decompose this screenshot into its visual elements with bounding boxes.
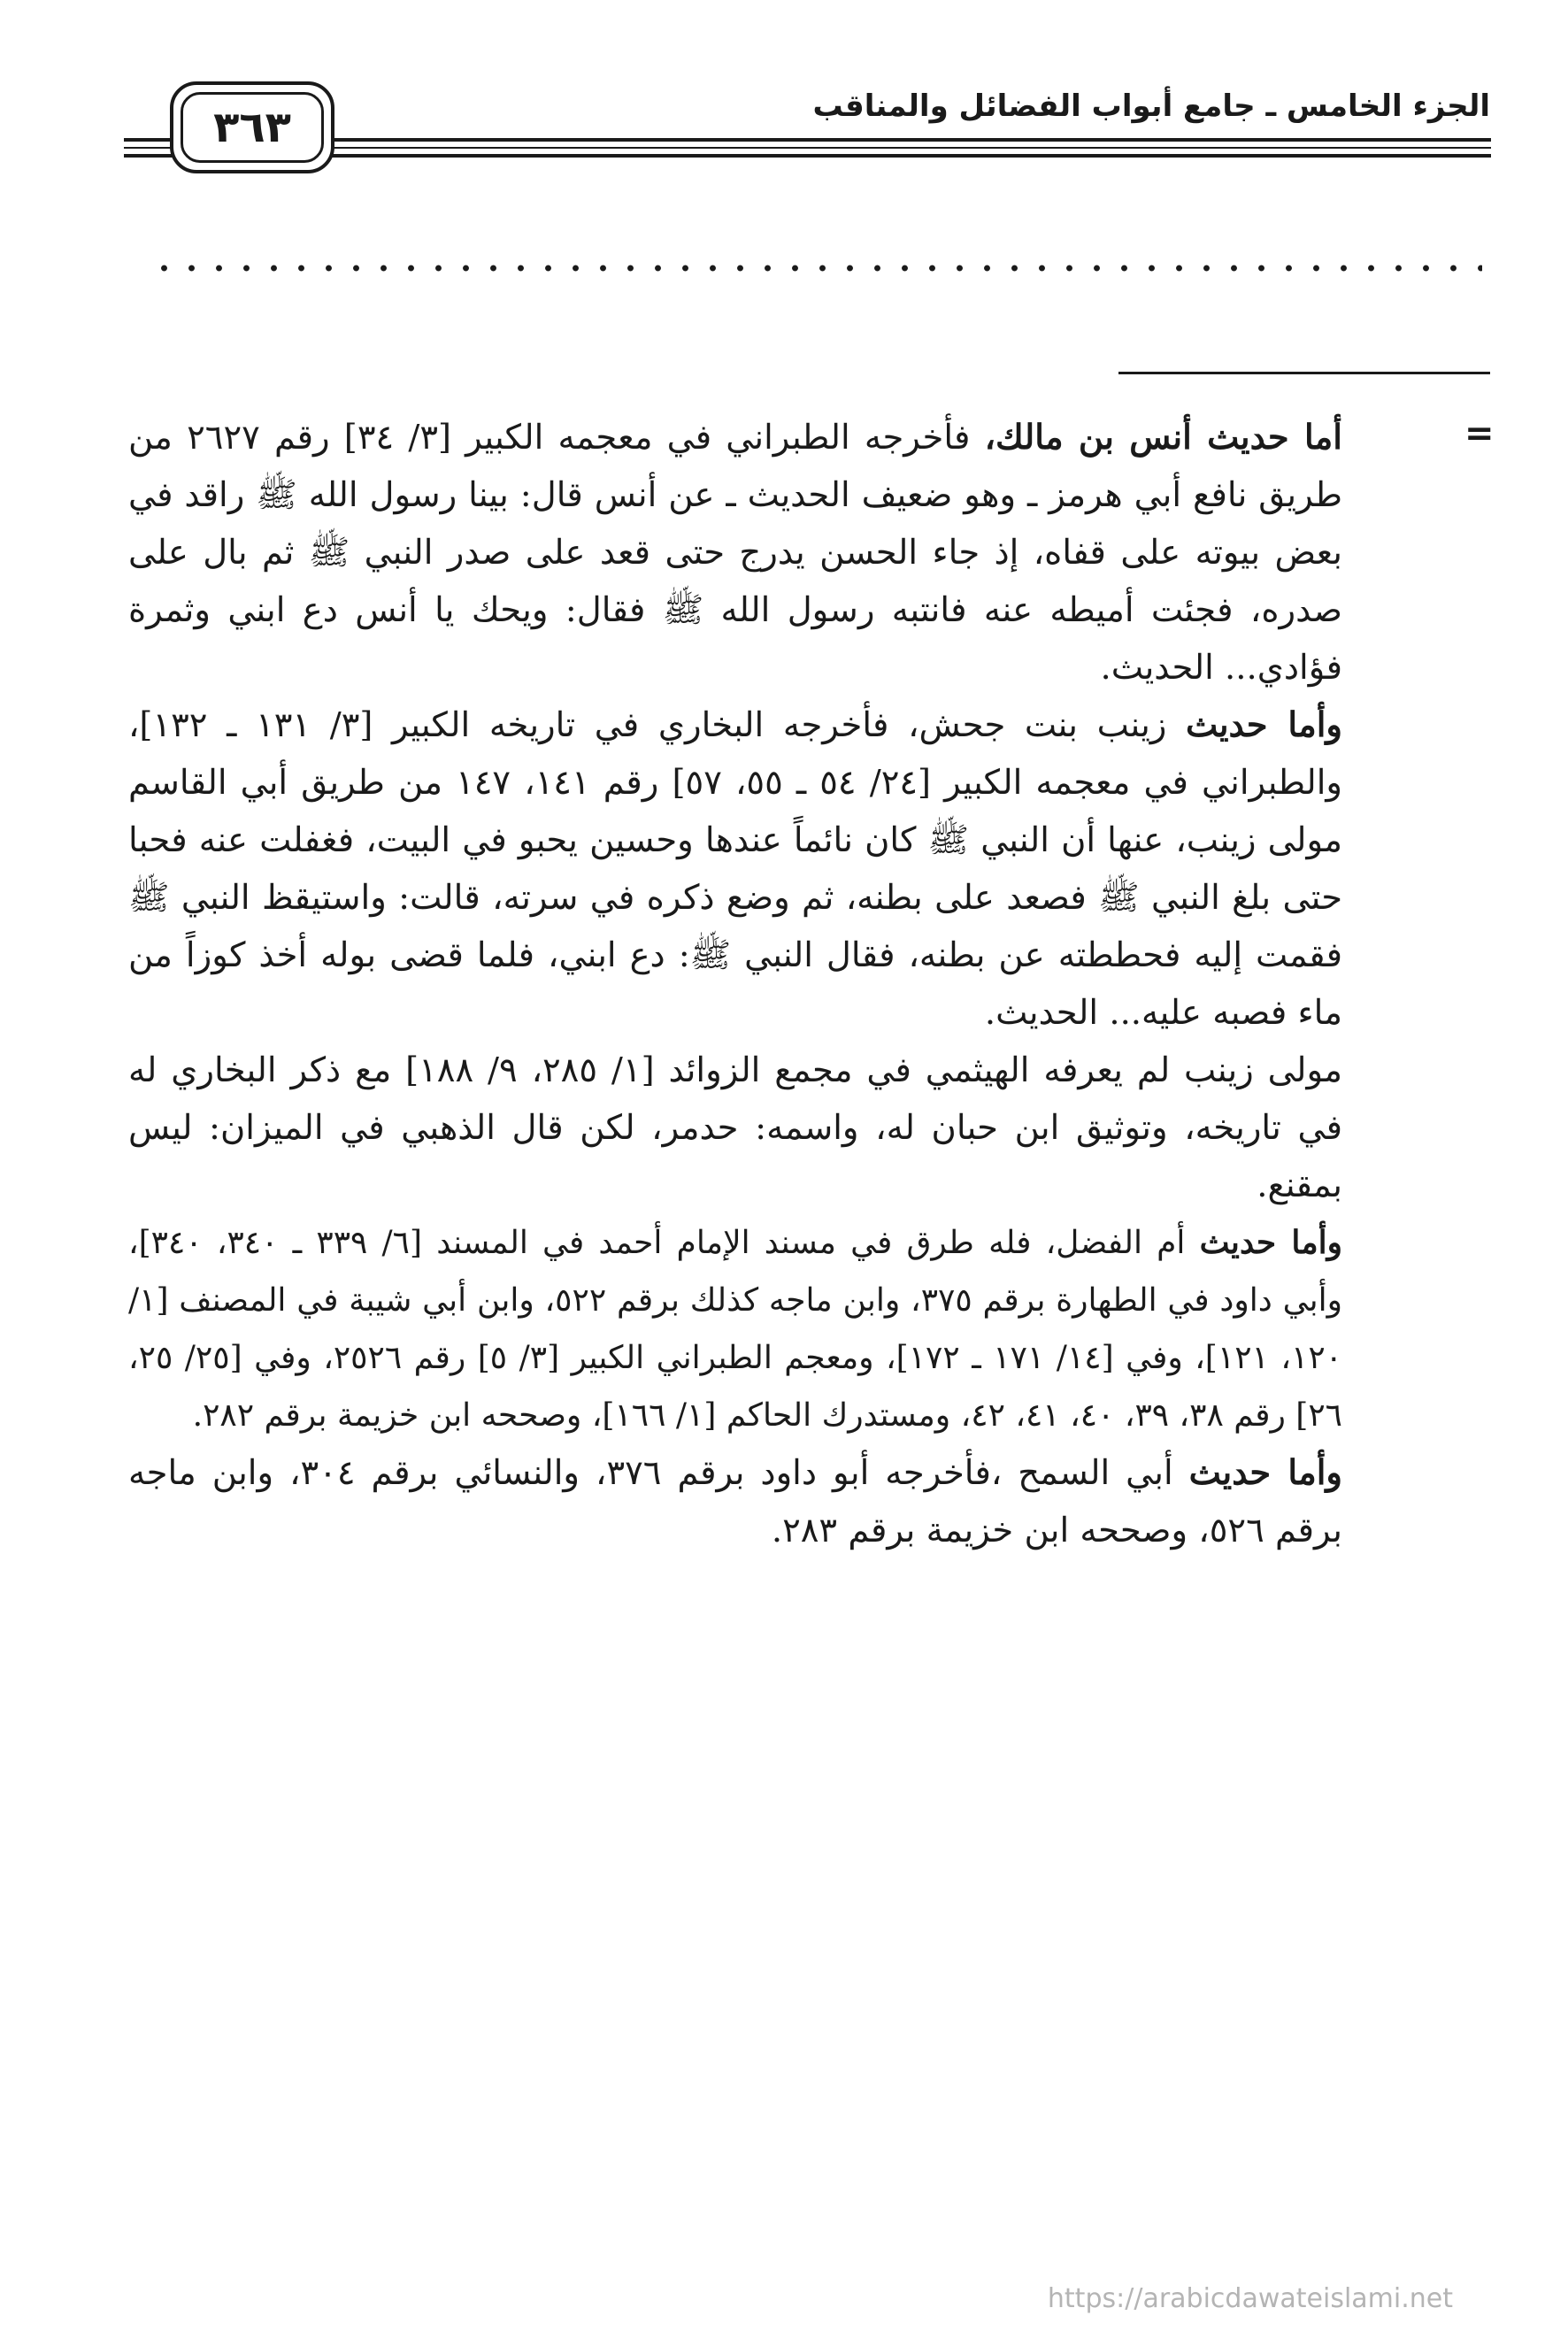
page-number: ٣٦٣ <box>181 92 324 163</box>
paragraph-lead: أما حديث أنس بن مالك، <box>984 418 1343 458</box>
paragraph-umm-al-fadl <box>128 1214 1342 1444</box>
dotted-separator <box>150 262 1482 274</box>
paragraph-mawla-zaynab <box>128 1042 1342 1214</box>
page-number-frame <box>170 81 334 173</box>
paragraph-abi-al-samh <box>128 1444 1342 1559</box>
paragraph-anas <box>128 409 1342 696</box>
paragraph-lead: وأما حديث <box>1188 1453 1342 1493</box>
continuation-mark: = <box>1464 413 1495 454</box>
footnote-body <box>128 409 1342 1559</box>
paragraph-text: مولى زينب لم يعرفه الهيثمي في مجمع الزوائد [١/ ٢٨٥، ٩/ ١٨٨] مع ذكر البخاري له في تاريخه، وتوثيق ابن حبان له، واسمه: حدمر، لكن قال الذهبي في الميزان: ليس بمقنع. <box>128 1050 1342 1205</box>
paragraph-lead: وأما حديث <box>1199 1224 1342 1261</box>
paragraph-text: أم الفضل، فله طرق في مسند الإمام أحمد في المسند [٦/ ٣٣٩ ـ ٣٤٠، ٣٤٠]، وأبي داود في الطهارة برقم ٣٧٥، وابن ماجه كذلك برقم ٥٢٢، وابن أبي شيبة في المصنف [١/ ١٢٠، ١٢١]، وفي [١٤/ ١٧١ ـ ١٧٢]، ومعجم الطبراني الكبير [٣/ ٥] رقم ٢٥٢٦، وفي [٢٥/ ٢٥، ٢٦] رقم ٣٨، ٣٩، ٤٠، ٤١، ٤٢، ومستدرك الحاكم [١/ ١٦٦]، وصححه ابن خزيمة برقم ٢٨٢. <box>128 1225 1343 1434</box>
footnote-rule <box>1118 372 1490 374</box>
paragraph-text: أبي السمح ،فأخرجه أبو داود برقم ٣٧٦، والنسائي برقم ٣٠٤، وابن ماجه برقم ٥٢٦، وصححه ابن خزيمة برقم ٢٨٣. <box>128 1453 1342 1550</box>
running-title: الجزء الخامس ـ جامع أبواب الفضائل والمناقب <box>812 88 1490 124</box>
paragraph-text: فأخرجه الطبراني في معجمه الكبير [٣/ ٣٤] رقم ٢٦٢٧ من طريق نافع أبي هرمز ـ وهو ضعيف الحديث ـ عن أنس قال: بينا رسول الله ﷺ راقد في بعض بيوته على قفاه، إذ جاء الحسن يدرج حتى قعد على صدر النبي ﷺ ثم بال على صدره، فجئت أميطه عنه فانتبه رسول الله ﷺ فقال: ويحك يا أنس دع ابني وثمرة فؤادي... الحديث. <box>128 418 1342 688</box>
paragraph-lead: وأما حديث <box>1186 705 1342 745</box>
paragraph-zaynab <box>128 696 1342 1042</box>
paragraph-text: زينب بنت جحش، فأخرجه البخاري في تاريخه الكبير [٣/ ١٣١ ـ ١٣٢]، والطبراني في معجمه الكبير [٢٤/ ٥٤ ـ ٥٥، ٥٧] رقم ١٤١، ١٤٧ من طريق أبي القاسم مولى زينب، عنها أن النبي ﷺ كان نائماً عندها وحسين يحبو في البيت، فغفلت عنه فحبا حتى بلغ النبي ﷺ فصعد على بطنه، ثم وضع ذكره في سرته، قالت: واستيقظ النبي ﷺ فقمت إليه فحططته عن بطنه، فقال النبي ﷺ: دع ابني، فلما قضى بوله أخذ كوزاً من ماء فصبه عليه... الحديث. <box>128 705 1343 1033</box>
watermark-url: https://arabicdawateislami.net <box>1047 2283 1453 2314</box>
